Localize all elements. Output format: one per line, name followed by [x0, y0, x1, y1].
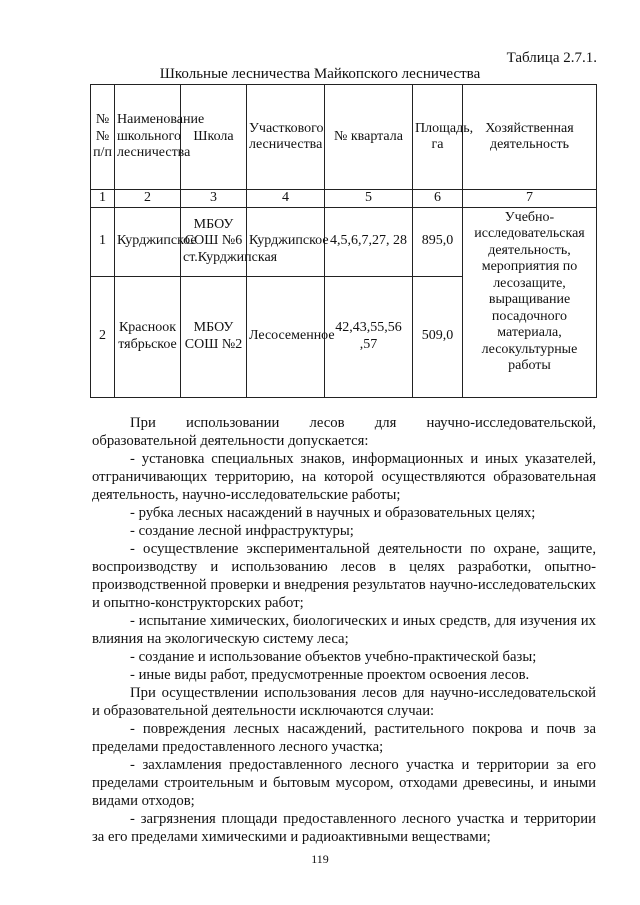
list-item: - повреждения лесных насаждений, растительного покрова и почв за пределами предоставленного лесного участка; [92, 721, 596, 755]
row-number: 1 [91, 207, 115, 276]
column-number: 7 [463, 190, 597, 208]
district-name: Лесосеменное [247, 276, 325, 397]
row-number: 2 [91, 276, 115, 397]
table-header-row [91, 85, 597, 190]
list-item: - создание и использование объектов учебно-практической базы; [130, 649, 537, 665]
header-cell: № квартала [325, 85, 413, 190]
column-number: 5 [325, 190, 413, 208]
forestries-table [90, 84, 597, 398]
column-number: 4 [247, 190, 325, 208]
header-cell: Хозяйственная деятельность [463, 85, 597, 190]
list-item: - иные виды работ, предусмотренные проектом освоения лесов. [130, 667, 530, 683]
quarter-numbers: 4,5,6,7,27, 28 [325, 207, 413, 276]
list-item: - установка специальных знаков, информационных и иных указателей, отграничивающих территорию, на которой осуществляются образовательная деятельность, научно-исследовательские работы; [92, 451, 596, 503]
list-item: - осуществление экспериментальной деятельности по охране, защите, воспроизводству и использованию лесов в целях разработки, опытно-производственной проверки и внедрения результатов научно-исследовательских и опытно-конструкторских работ; [92, 541, 596, 611]
column-number: 6 [413, 190, 463, 208]
list-item: - захламления предоставленного лесного участка и территории за его пределами строительным и бытовым мусором, отходами древесины, и иными видами отходов; [92, 757, 596, 809]
list-item: - загрязнения площади предоставленного лесного участка и территории за его пределами химическими и радиоактивными веществами; [92, 811, 596, 845]
area-value: 895,0 [413, 207, 463, 276]
page-number: 119 [311, 852, 329, 866]
school-name: МБОУ СОШ №2 [181, 276, 247, 397]
district-name: Курджипское [247, 207, 325, 276]
area-value: 509,0 [413, 276, 463, 397]
forestry-name: Красноок тябрьское [115, 276, 181, 397]
list-item: - рубка лесных насаждений в научных и образовательных целях; [130, 505, 536, 521]
school-name: МБОУ СОШ №6 ст.Курджипская [181, 207, 247, 276]
table-row [91, 207, 597, 276]
column-number: 3 [181, 190, 247, 208]
quarter-numbers: 42,43,55,56 ,57 [325, 276, 413, 397]
column-number: 2 [115, 190, 181, 208]
list-item: - испытание химических, биологических и иных средств, для изучения их влияния на экологическую систему леса; [92, 613, 596, 647]
table-title: Школьные лесничества Майкопского лесничества [159, 66, 481, 82]
body-text [92, 414, 596, 846]
column-number: 1 [91, 190, 115, 208]
header-cell: Участкового лесничества [247, 85, 325, 190]
header-cell: № № п/п [91, 85, 115, 190]
forestry-name: Курджипское [115, 207, 181, 276]
list-item: - создание лесной инфраструктуры; [130, 523, 354, 539]
paragraph: При использовании лесов для научно-исследовательской, образовательной деятельности допускается: [92, 415, 596, 449]
header-cell: Школа [181, 85, 247, 190]
paragraph: При осуществлении использования лесов для научно-исследовательской и образовательной деятельности исключаются случаи: [92, 685, 596, 719]
header-cell: Площадь, га [413, 85, 463, 190]
table-number: Таблица 2.7.1. [506, 50, 597, 66]
column-number-row [91, 190, 597, 208]
header-cell: Наименование школьного лесничества [115, 85, 181, 190]
activity-cell: Учебно-исследовательская деятельность, мероприятия по лесозащите, выращивание посадочного материала, лесокультурные работы [463, 207, 597, 397]
